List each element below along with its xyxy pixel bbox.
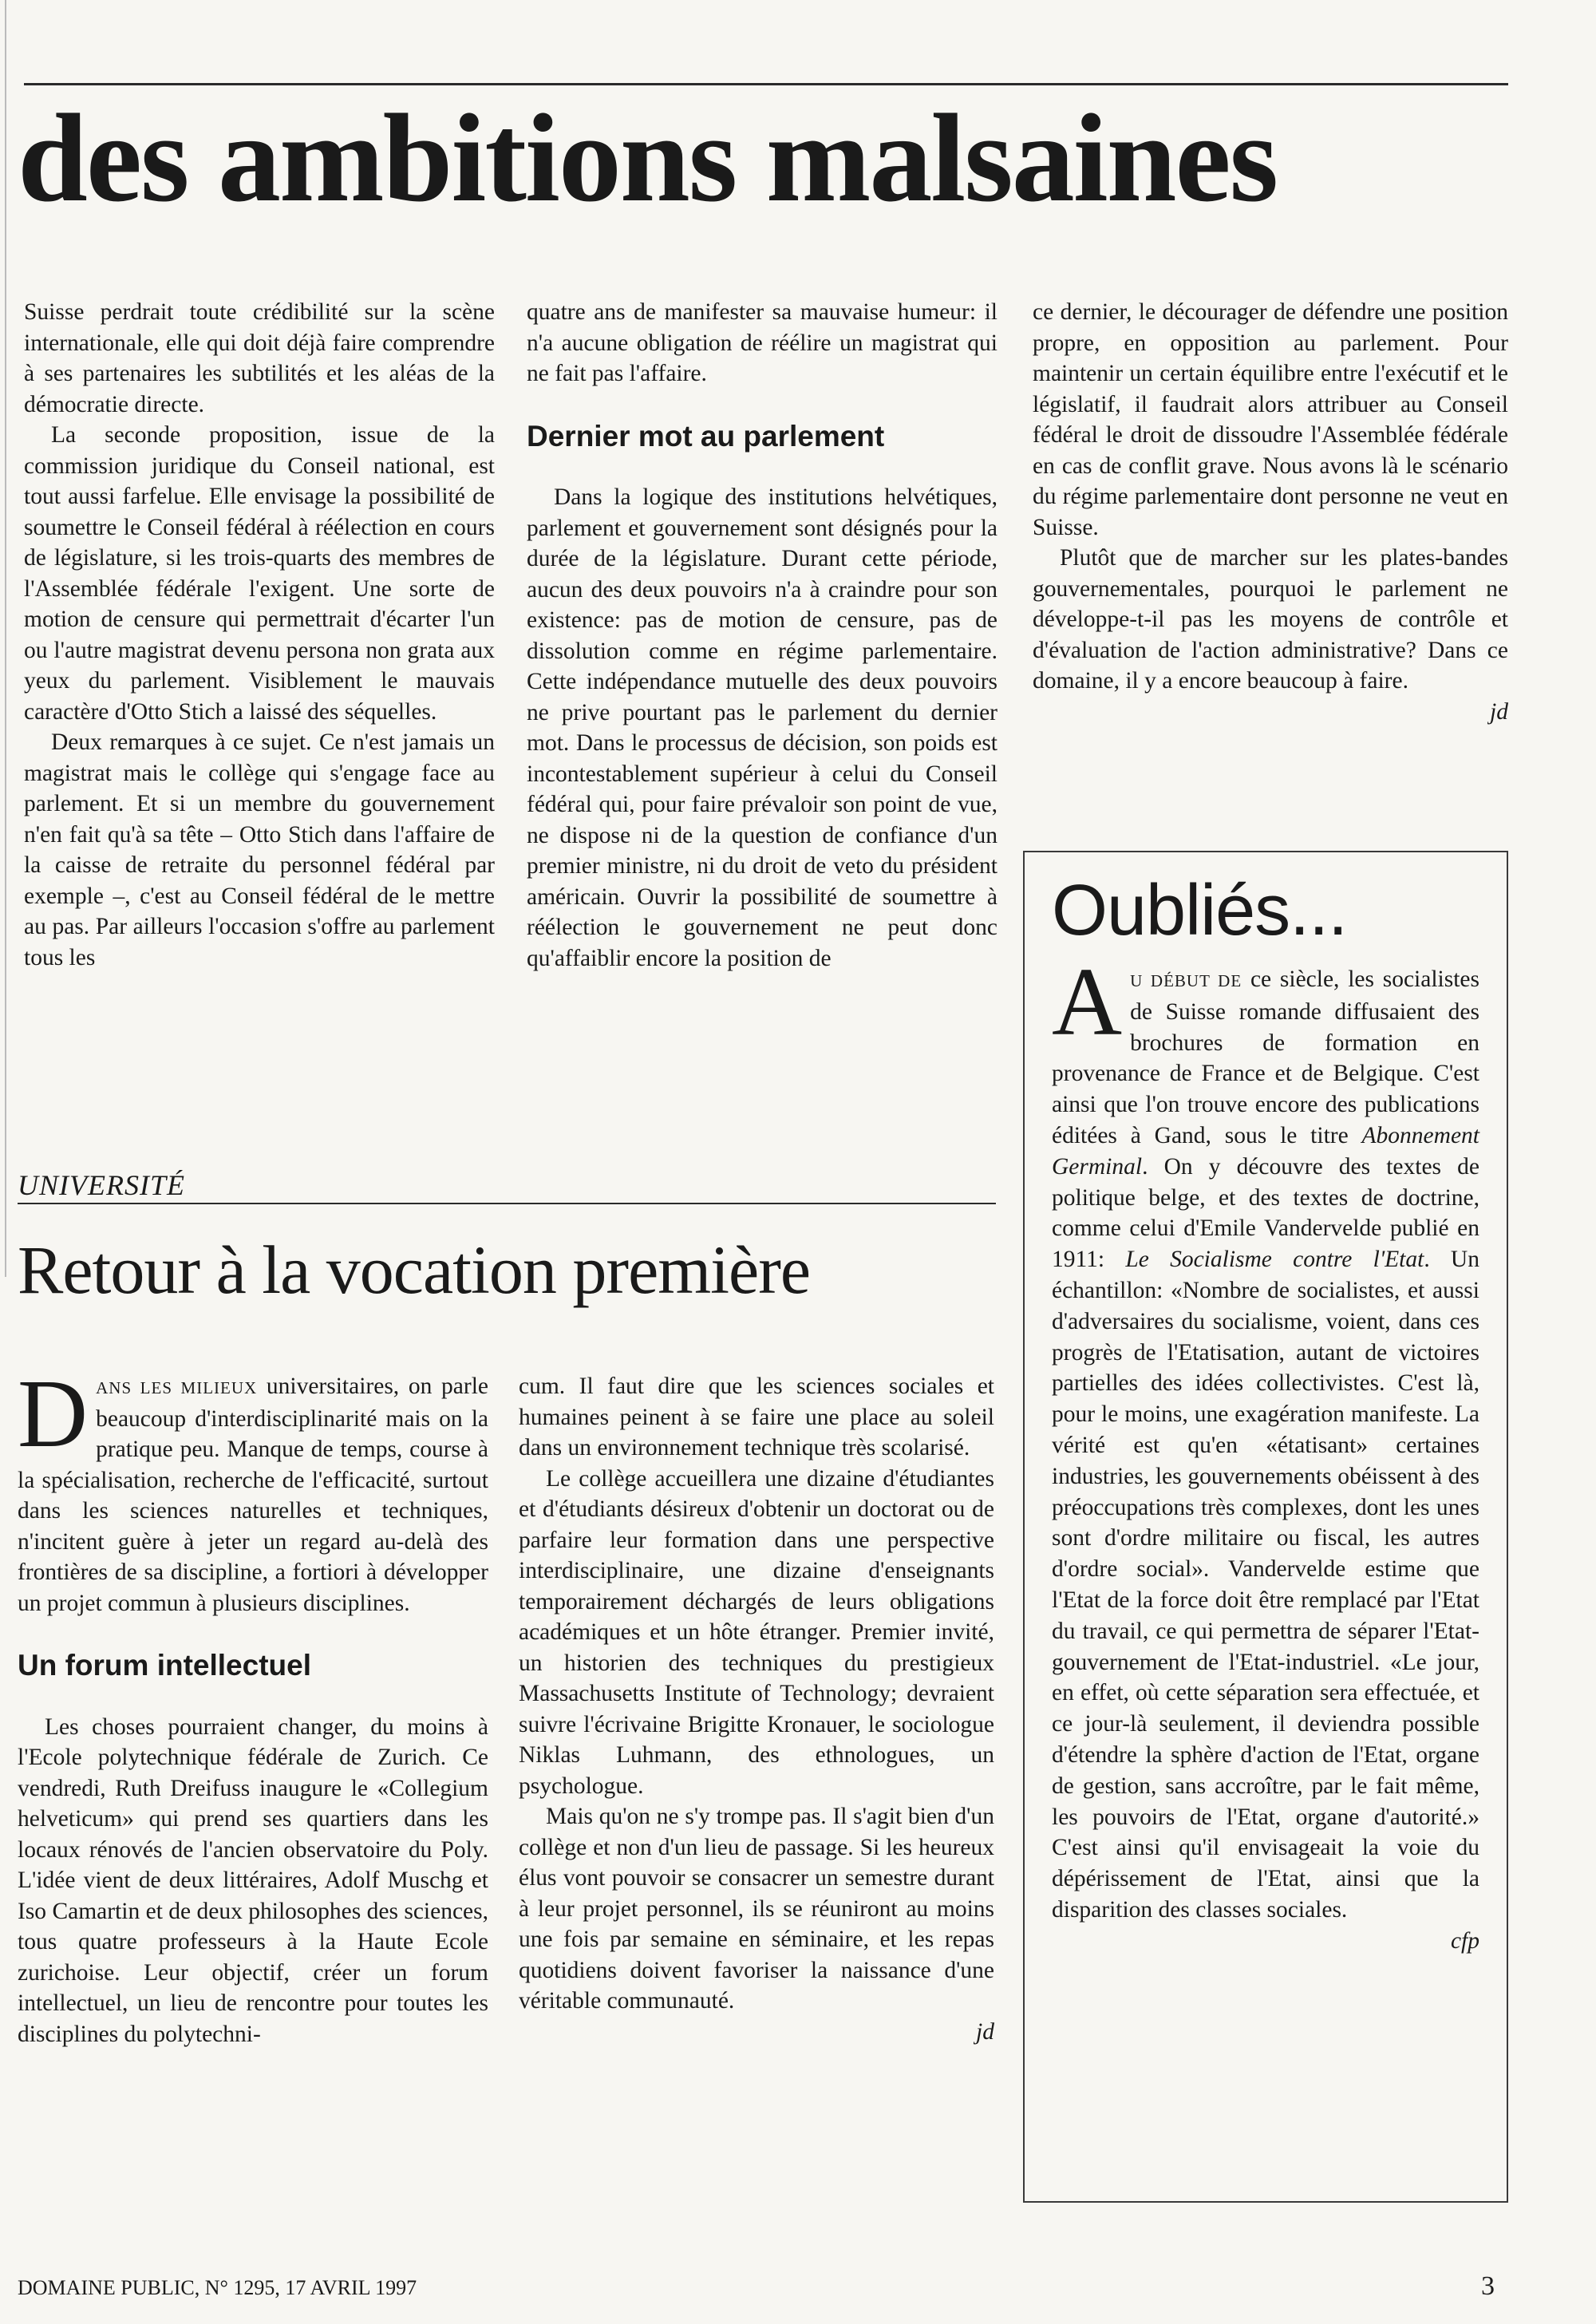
author-signature: jd bbox=[1490, 698, 1508, 725]
paragraph: Les choses pourraient changer, du moins à l'Ecole polytechnique fédérale de Zurich. Ce vendredi, Ruth Dreifuss inaugure le «Collegium helveticum» qui prend ses quartiers dans les locaux rénovés de l'ancien observatoire du Poly. L'idée vient de deux littéraires, Adolf Muschg et Iso Camartin et de deux philosophes des sciences, tous quatre professeurs à la Haute Ecole zurichoise. Leur objectif, créer un forum intellectuel, un lieu de rencontre pour toutes les disciplines du polytechni- bbox=[18, 1713, 488, 2047]
page-number: 3 bbox=[1481, 2271, 1495, 2301]
author-signature: jd bbox=[976, 2018, 994, 2045]
bottom-article-column-1 bbox=[18, 1360, 488, 2049]
top-rule bbox=[24, 83, 1508, 85]
top-article-column-2 bbox=[527, 297, 998, 974]
paragraph: Dans la logique des institutions helvétiques, parlement et gouvernement sont désignés pour la durée de la législature. Durant cette période, aucun des deux pouvoirs n'a à craindre pour son existence: pas de motion de censure, pas de dissolution comme en régime parlementaire. Cette indépendance mutuelle des deux pouvoirs ne prive pourtant pas le parlement du dernier mot. Dans le processus de décision, son poids est incontestablement supérieur à celui du Conseil fédéral qui, pour faire prévaloir son point de vue, ne dispose ni de la question de confiance d'un premier ministre, ni du droit de veto du président américain. Ouvrir la possibilité de soumettre à réélection le gouvernement ne peut donc qu'affaiblir encore la position de bbox=[527, 484, 998, 971]
author-signature: cfp bbox=[1450, 1927, 1479, 1954]
box-body bbox=[1052, 948, 1479, 1957]
paragraph: cum. Il faut dire que les sciences sociales et humaines peinent à se faire une place au soleil dans un environnement technique très scolarisé. bbox=[519, 1373, 994, 1460]
bottom-article-column-2 bbox=[519, 1371, 994, 2047]
drop-cap: D bbox=[18, 1360, 89, 1468]
section-subheading: Un forum intellectuel bbox=[18, 1649, 311, 1682]
box-italic-title: Le Socialisme contre l'Etat bbox=[1125, 1247, 1424, 1273]
lead-smallcaps: ANS LES MILIEUX bbox=[96, 1378, 258, 1397]
box-title: Oubliés... bbox=[1052, 871, 1348, 951]
paragraph-text: universitaires, on parle beaucoup d'interdisciplinarité mais on la pratique peu. Manque de temps, course à la spécialisation, recherche de l'efficacité, surtout dans les sciences naturelles et techniques, n'incitent guère à jeter un regard au-delà des frontières de sa discipline, a fortiori à développer un projet commun à plusieurs disciplines. bbox=[18, 1373, 488, 1616]
paragraph: Suisse perdrait toute crédibilité sur la scène internationale, elle qui doit déjà faire comprendre à ses partenaires les subtilités et les aléas de la démocratie directe. bbox=[24, 299, 495, 417]
article-title: Retour à la vocation première bbox=[18, 1231, 811, 1308]
paragraph: La seconde proposition, issue de la commission juridique du Conseil national, est tout aussi farfelue. Elle envisage la possibilité de soumettre le Conseil fédéral à réélection en cours de législature, si les trois-quarts des membres de l'Assemblée fédérale l'exigent. Une sorte de motion de censure qui permettrait d'écarter l'un ou l'autre magistrat devenu persona non grata aux yeux du parlement. Visiblement le mauvais caractère d'Otto Stich a laissé des séquelles. bbox=[24, 422, 495, 725]
paragraph: ce dernier, le décourager de défendre une position propre, en opposition au parlement. Pour maintenir un certain équilibre entre l'exécutif et le législatif, il faudrait alors attribuer au Conseil fédéral le droit de dissoudre l'Assemblée fédérale en cas de conflit grave. Nous avons là le scénario du régime parlementaire dont personne ne veut en Suisse. bbox=[1033, 299, 1508, 540]
drop-cap: A bbox=[1052, 948, 1123, 1056]
section-subheading: Dernier mot au parlement bbox=[527, 419, 885, 453]
paragraph: Mais qu'on ne s'y trompe pas. Il s'agit bien d'un collège et non d'un lieu de passage. Si les heureux élus vont pouvoir se consacrer un semestre durant à leur projet personnel, ils se réuniront au moins une fois par semaine en séminaire, et les repas quotidiens doivent favoriser la naissance d'une véritable communauté. bbox=[519, 1804, 994, 2014]
page-title: des ambitions malsaines bbox=[18, 89, 1278, 228]
box-text: . On y découvre des textes de politique belge, et des textes de doctrine, comme celui d'Emile Vandervelde publié en 1911: bbox=[1052, 1153, 1479, 1273]
left-margin-line bbox=[5, 0, 6, 1277]
lead-paragraph bbox=[18, 1360, 488, 1618]
footer-publication: DOMAINE PUBLIC, N° 1295, 17 AVRIL 1997 bbox=[18, 2276, 417, 2299]
paragraph: Deux remarques à ce sujet. Ce n'est jamais un magistrat mais le collège qui s'engage face au parlement. Et si un membre du gouvernement n'en fait qu'à sa tête – Otto Stich dans l'affaire de la caisse de retraite du personnel fédéral par exemple –, c'est au Conseil fédéral de le mettre au pas. Par ailleurs l'occasion s'offre au parlement tous les bbox=[24, 729, 495, 970]
top-article-column-3 bbox=[1033, 297, 1508, 727]
paragraph: quatre ans de manifester sa mauvaise humeur: il n'a aucune obligation de réélire un magistrat qui ne fait pas l'affaire. bbox=[527, 299, 998, 386]
top-article-column-1 bbox=[24, 297, 495, 973]
section-rubric: UNIVERSITÉ bbox=[18, 1169, 185, 1201]
sidebar-box bbox=[1023, 851, 1508, 2203]
box-text: . Un échantillon: «Nombre de socialistes, et aussi d'adversaires du socialisme, voient, dans ces progrès de l'Etatisation, autant de victoires partielles des idées collectivistes. C'est là, pour le moins, une exagération manifeste. La vérité est qu'en «étatisant» certaines industries, les gouvernements obéissent à des préoccupations très complexes, dont les unes sont d'ordre militaire ou fiscal, les autres d'ordre social». Vandervelde estime que l'Etat de la force doit être remplacé par l'Etat du travail, ce qui permettra de séparer l'Etat-gouvernement de l'Etat-industriel. «Le jour, en effet, où cette séparation sera effectuée, et ce jour-là seulement, il deviendra possible d'étendre la sphère d'action de l'Etat, organe de gestion, sans accroître, par le fait même, les pouvoirs de l'Etat, organe d'autorité.» C'est ainsi qu'il envisageait la voie du dépérissement de l'Etat, ainsi que la disparition des classes sociales. bbox=[1052, 1247, 1479, 1923]
box-italic-title: Abonnement Germinal bbox=[1052, 1122, 1479, 1180]
paragraph: Plutôt que de marcher sur les plates-bandes gouvernementales, pourquoi le parlement ne développe-t-il pas les moyens de contrôle et d'évaluation de l'action administrative? Dans ce domaine, il y a encore beaucoup à faire. bbox=[1033, 545, 1508, 694]
box-text: ce siècle, les socialistes de Suisse romande diffusaient des brochures de formation en provenance de France et de Belgique. C'est ainsi que l'on trouve encore des publications éditées à Gand, sous le titre bbox=[1052, 966, 1479, 1148]
section-rule bbox=[18, 1203, 996, 1204]
lead-smallcaps: U DÉBUT DE bbox=[1130, 971, 1242, 990]
paragraph: Le collège accueillera une dizaine d'étudiantes et d'étudiants désireux d'obtenir un doctorat ou de parfaire leur formation dans une perspective interdisciplinaire, une dizaine d'enseignants temporairement déchargés de leurs obligations académiques et un hôte étranger. Premier invité, un historien des techniques du prestigieux Massachusetts Institute of Technology; devraient suivre l'écrivaine Brigitte Kronauer, le sociologue Niklas Luhmann, des ethnologues, un psychologue. bbox=[519, 1465, 994, 1799]
